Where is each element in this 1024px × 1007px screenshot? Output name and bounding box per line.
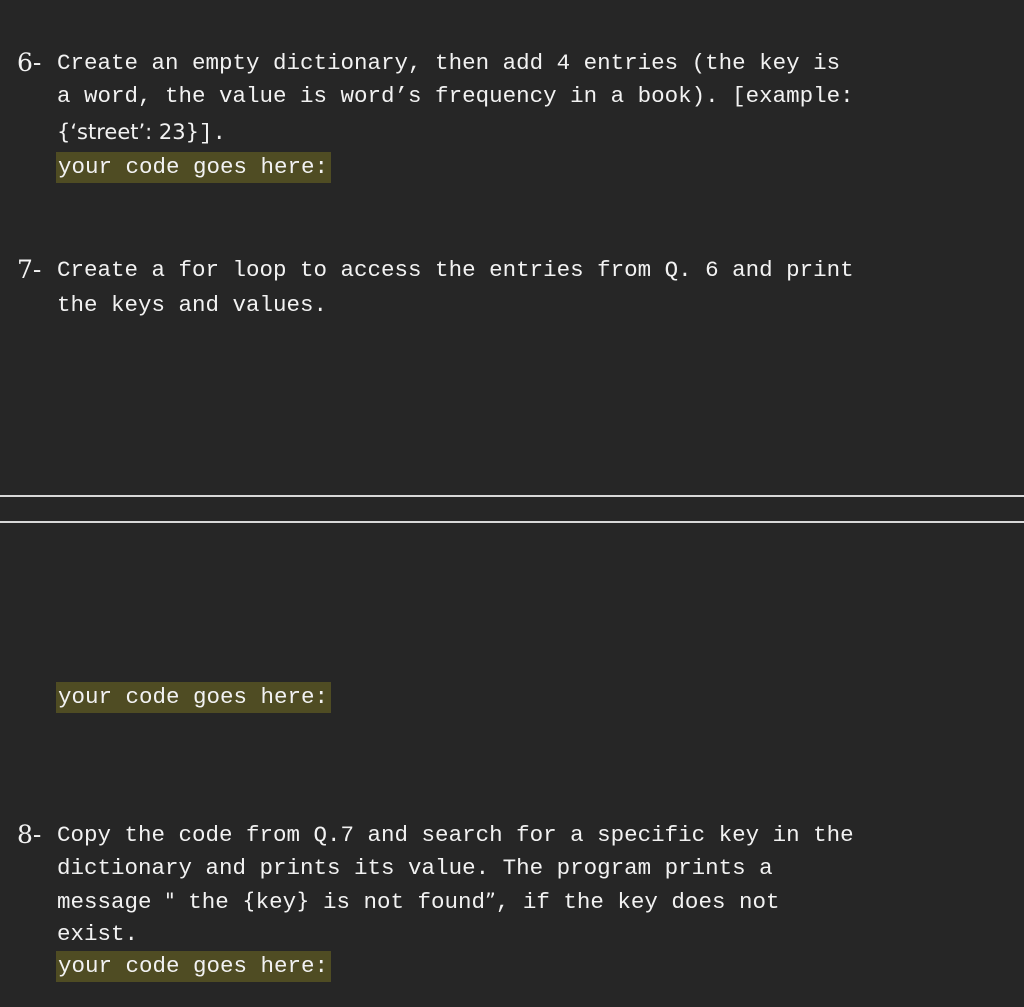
brace-close: } [296, 889, 310, 913]
message-key: key [255, 889, 297, 915]
question-8-text-line-3 [57, 885, 779, 919]
question-6-text-line-1: Create an empty dictionary, then add 4 entries (the key is [57, 50, 841, 76]
message-condition: , if the key does not [495, 889, 780, 915]
question-8-text-line-2: dictionary and prints its value. The program prints a [57, 855, 773, 881]
example-value: : 23 [145, 120, 186, 144]
question-8-answer-label: your code goes here: [56, 951, 331, 982]
brace-open: { [242, 889, 256, 913]
quote-close: ” [485, 889, 496, 913]
example-key: ‘street’ [70, 120, 146, 144]
question-6-text-line-2: a word, the value is word’s frequency in a book). [example: [57, 83, 854, 109]
question-8-text-line-1: Copy the code from Q.7 and search for a specific key in the [57, 822, 854, 848]
page-divider-bottom [0, 521, 1024, 523]
question-7-text-line-1: Create a for loop to access the entries from Q. 6 and print [57, 257, 854, 283]
message-word: message [57, 889, 166, 915]
question-7-text-line-2: the keys and values. [57, 292, 328, 318]
question-7-number: 7- [17, 255, 42, 284]
brace-open: { [57, 120, 71, 144]
message-not-found: is not found [309, 889, 486, 915]
brace-close: } [185, 120, 200, 144]
question-6-text-line-3 [57, 116, 226, 150]
question-6-number: 6- [17, 48, 42, 77]
question-8-number: 8- [17, 820, 42, 849]
question-7-answer-label: your code goes here: [56, 682, 331, 713]
message-the: the [174, 889, 243, 915]
bracket-close: ]. [199, 120, 227, 146]
question-6-answer-label: your code goes here: [56, 152, 331, 183]
quote-open: " [165, 889, 175, 913]
page-divider-top [0, 495, 1024, 497]
question-8-text-line-4: exist. [57, 921, 139, 947]
